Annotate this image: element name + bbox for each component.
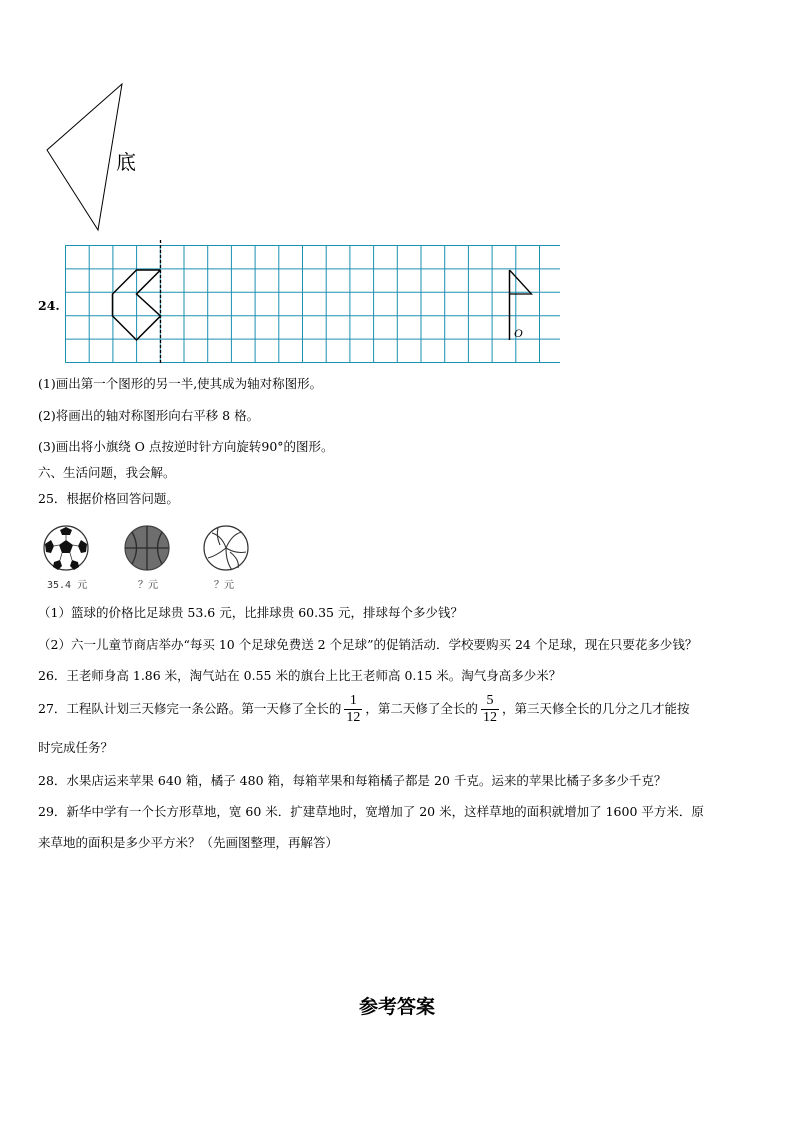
- frac2-denominator: 12: [482, 710, 497, 725]
- answers-title: 参考答案: [358, 996, 435, 1018]
- frac1-denominator: 12: [346, 710, 361, 725]
- soccer-ball-icon: [42, 524, 90, 572]
- flag-banner: [510, 270, 532, 294]
- q24-item-2: (2)将画出的轴对称图形向右平移 8 格。: [38, 408, 260, 423]
- volleyball-icon: [202, 524, 250, 572]
- soccer-price: 35.4 元: [47, 580, 88, 591]
- q27-part-1: 27．工程队计划三天修完一条公路。第一天修了全长的: [38, 701, 342, 716]
- frac2-numerator: 5: [481, 693, 499, 710]
- volleyball-price: ？元: [214, 580, 234, 591]
- fraction-five-twelfths: [481, 693, 499, 726]
- question-29-line-1: 29．新华中学有一个长方形草地，宽 60 米．扩建草地时，宽增加了 20 米，这样草地的面积就增加了 1600 平方米．原: [38, 804, 704, 819]
- question-24-grid: [60, 240, 560, 365]
- question-24-number: 24.: [38, 298, 60, 313]
- question-28: 28．水果店运来苹果 640 箱，橘子 480 箱，每箱苹果和每箱橘子都是 20 千克。运来的苹果比橘子多多少千克？: [38, 773, 667, 788]
- pivot-label: O: [514, 326, 523, 340]
- question-27-line-2: 时完成任务？: [38, 740, 114, 755]
- basketball-icon: [123, 524, 171, 572]
- frac1-numerator: 1: [344, 693, 362, 710]
- q25-sub-1: （1）篮球的价格比足球贵 53.6 元，比排球贵 60.35 元，排球每个多少钱？: [38, 605, 463, 620]
- q25-sub-2: （2）六一儿童节商店举办“每买 10 个足球免费送 2 个足球”的促销活动．学校要购买 24 个足球，现在只要花多少钱？: [38, 637, 698, 652]
- q27-part-3: ，第三天修全长的几分之几才能按: [501, 701, 690, 716]
- triangle-base-label: 底: [116, 150, 136, 174]
- q24-item-3: (3)画出将小旗绕 O 点按逆时针方向旋转90°的图形。: [38, 439, 334, 454]
- question-29-line-2: 来草地的面积是多少平方米？（先画图整理，再解答）: [38, 835, 339, 850]
- section-6-heading: 六、生活问题，我会解。: [38, 465, 176, 480]
- question-25-title: 25．根据价格回答问题。: [38, 491, 179, 506]
- fraction-one-twelfth: [344, 693, 362, 726]
- q24-item-1: (1)画出第一个图形的另一半,使其成为轴对称图形。: [38, 376, 323, 391]
- question-27-line-1: [38, 693, 689, 726]
- q27-part-2: ，第二天修了全长的: [365, 701, 478, 716]
- question-26: 26．王老师身高 1.86 米，淘气站在 0.55 米的旗台上比王老师高 0.15 米。淘气身高多少米？: [38, 668, 562, 683]
- basketball-price: ？元: [138, 580, 158, 591]
